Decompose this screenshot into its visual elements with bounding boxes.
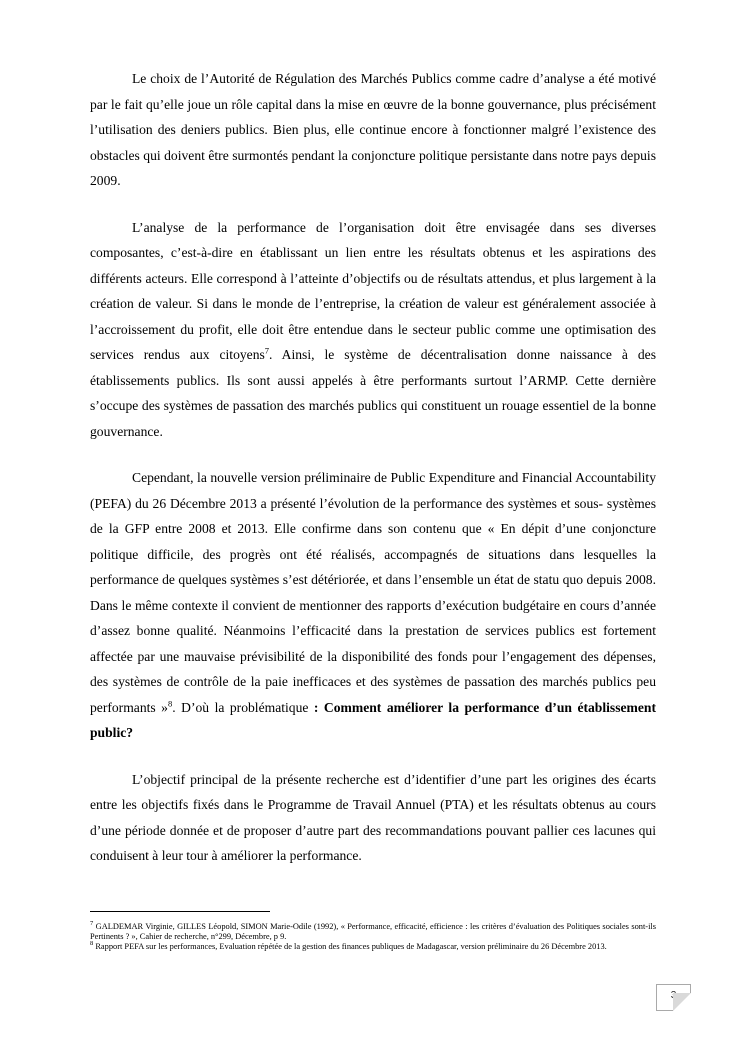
footnote-8 xyxy=(90,942,656,952)
paragraph-4-text: L’objectif principal de la présente recherche est d’identifier d’une part les origines des écarts entre les objectifs fixés dans le Programme de Travail Annuel (PTA) et les résultats obtenus au cours d’une période donnée et de proposer d’autre part des recommandations pouvant pallier ces lacunes qui conduisent à leur tour à améliorer la performance. xyxy=(90,771,656,863)
footnote-text: GALDEMAR Virginie, GILLES Léopold, SIMON Marie-Odile (1992), « Performance, efficacité, efficience : les critères d’évaluation des Politiques sociales sont-ils Pertinents ? », Cahier de recherche, n°299, Décembre, p 9. xyxy=(90,922,656,942)
paragraph-2 xyxy=(90,215,656,445)
document-body xyxy=(90,66,656,890)
paragraph-2-text-a: L’analyse de la performance de l’organisation doit être envisagée dans ses diverses composantes, c’est-à-dire en établissant un lien entre les résultats obtenus et les aspirations des différents acteurs. Elle correspond à l’atteinte d’objectifs ou de résultats attendus, et plus largement à la création de valeur. Si dans le monde de l’entreprise, la création de valeur est généralement associée à l’accroissement du profit, elle doit être entendue dans le secteur public comme une optimisation des services rendus aux citoyens xyxy=(90,219,656,362)
footnote-7 xyxy=(90,922,656,942)
paragraph-1-text: Le choix de l’Autorité de Régulation des Marchés Publics comme cadre d’analyse a été motivé par le fait qu’elle joue un rôle capital dans la mise en œuvre de la bonne gouvernance, plus précisément l’utilisation des deniers publics. Bien plus, elle continue encore à fonctionner malgré l’existence des obstacles qui doivent être surmontés pendant la conjoncture politique persistante dans notre pays depuis 2009. xyxy=(90,71,656,188)
paragraph-3-text-b: . D’où la problématique xyxy=(172,699,314,715)
footnotes xyxy=(90,922,656,953)
footnote-ref-8[interactable]: 8 xyxy=(167,697,173,708)
page-number-box xyxy=(656,984,691,1011)
footnote-separator xyxy=(90,911,270,912)
paragraph-3 xyxy=(90,465,656,746)
footnote-marker: 7 xyxy=(90,920,94,928)
paragraph-1 xyxy=(90,66,656,194)
footnote-marker: 8 xyxy=(90,940,94,948)
paragraph-2-text-b: . Ainsi, le système de décentralisation donne naissance à des établissements publics. Ils sont aussi appelés à être performants surtout l’ARMP. Cette dernière s’occupe des systèmes de passation des marchés publics qui constituent un rouage essentiel de la bonne gouvernance. xyxy=(90,347,656,439)
page-number: 3 xyxy=(670,990,677,1001)
page-curl-icon xyxy=(673,993,691,1011)
paragraph-4 xyxy=(90,767,656,869)
footnote-text: Rapport PEFA sur les performances, Evaluation répétée de la gestion des finances publiques de Madagascar, version préliminaire du 26 Décembre 2013. xyxy=(93,942,607,952)
footnote-ref-7[interactable]: 7 xyxy=(264,345,270,356)
problem-statement: : Comment améliorer la performance d’un établissement public? xyxy=(90,699,656,740)
paragraph-3-text-a: Cependant, la nouvelle version préliminaire de Public Expenditure and Financial Accountability (PEFA) du 26 Décembre 2013 a présenté l’évolution de la performance des systèmes et sous- systèmes de la GFP entre 2008 et 2013. Elle confirme dans son contenu que « En dépit d’une conjoncture politique difficile, des progrès ont été réalisés, accompagnés de situations dans lesquelles la performance de quelques systèmes s’est détériorée, et dans l’ensemble un état de statu quo depuis 2008. Dans le même contexte il convient de mentionner des rapports d’exécution budgétaire en cours d’année d’assez bonne qualité. Néanmoins l’efficacité dans la prestation de services publics est fortement affectée par une mauvaise prévisibilité de la disponibilité des fonds pour l’engagement des dépenses, des systèmes de contrôle de la paie inefficaces et des systèmes de passation des marchés publics peu performants » xyxy=(90,470,656,715)
